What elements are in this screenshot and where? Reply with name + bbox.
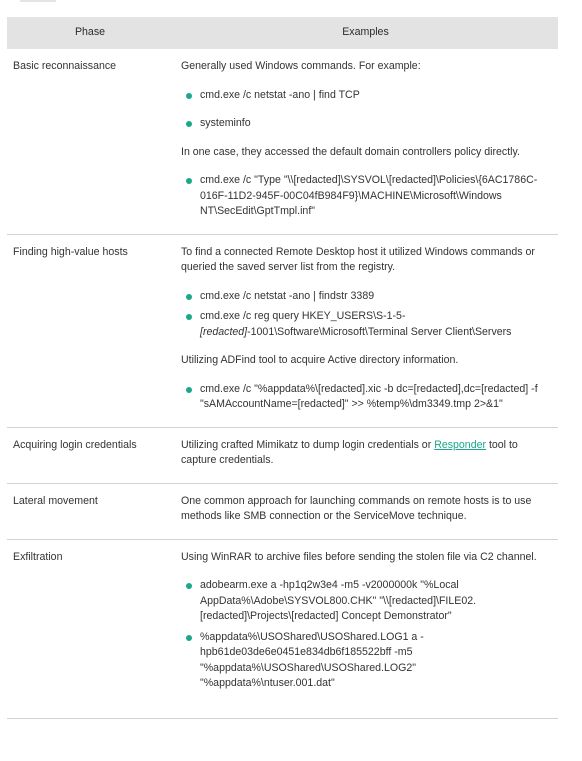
command-text: -1001\Software\Microsoft\Terminal Server Client\Servers <box>247 325 512 338</box>
creds-text-a: Utilizing crafted Mimikatz to dump login credentials or <box>181 438 435 451</box>
hosts-intro: To find a connected Remote Desktop host it utilized Windows commands or queried the saved server list from the registry. <box>181 245 535 273</box>
hosts-command-list <box>181 289 548 341</box>
command-text: cmd.exe /c netstat -ano | findstr 3389 <box>200 289 375 302</box>
bullet-icon <box>186 178 192 184</box>
examples-column-header: Examples <box>173 17 558 49</box>
phase-cell: Exfiltration <box>7 539 173 718</box>
bullet-icon <box>186 635 192 641</box>
list-item <box>181 289 548 305</box>
lateral-text: One common approach for launching commands on remote hosts is to use methods like SMB connection or the ServiceMove technique. <box>181 494 532 522</box>
table-header-row <box>7 17 558 49</box>
creds-text <box>181 438 548 469</box>
bullet-icon <box>186 294 192 300</box>
recon-command-list <box>181 88 548 132</box>
examples-cell <box>173 427 558 483</box>
command-text: cmd.exe /c reg query HKEY_USERS\S-1-5- <box>200 310 406 322</box>
bullet-icon <box>186 121 192 127</box>
list-item <box>181 630 548 692</box>
list-item <box>181 116 548 132</box>
bullet-icon <box>186 387 192 393</box>
bullet-icon <box>186 583 192 589</box>
redacted-text: [redacted] <box>200 325 248 338</box>
examples-cell <box>173 49 558 234</box>
list-item <box>181 382 548 413</box>
command-text: cmd.exe /c "%appdata%\[redacted].xic -b dc=[redacted],dc=[redacted] -f "sAMAccountName=[redacted]" >> %temp%\dm3349.tmp 2>&1" <box>200 382 538 410</box>
table-row-recon <box>7 49 558 234</box>
command-text: cmd.exe /c netstat -ano | find TCP <box>200 88 360 101</box>
table-row-creds <box>7 427 558 483</box>
command-text: %appdata%\USOShared\USOShared.LOG1 a -hpb61de03de6e0451e834db6f185522bff -m5 "%appdata%\USOShared\USOShared.LOG2" "%appdata%\ntuser.001.dat" <box>200 630 424 689</box>
table-row-exfil <box>7 539 558 718</box>
hosts-adfind-list <box>181 382 548 413</box>
command-text: adobearm.exe a -hp1q2w3e4 -m5 -v2000000k "%Local AppData%\Adobe\SYSVOL800.CHK" "\\[redacted]\FILE02.[redacted]\Projects\[redacted] Concept Demonstrator" <box>200 579 477 622</box>
phase-cell: Lateral movement <box>7 483 173 539</box>
recon-policy-list <box>181 173 548 220</box>
exfil-intro: Using WinRAR to archive files before sending the stolen file via C2 channel. <box>181 550 537 563</box>
phase-column-header: Phase <box>7 17 173 49</box>
exfil-command-list <box>181 578 548 692</box>
table-row-lateral <box>7 483 558 539</box>
examples-cell <box>173 539 558 718</box>
list-item <box>181 88 548 104</box>
bullet-icon <box>186 93 192 99</box>
phase-cell: Basic reconnaissance <box>7 49 173 234</box>
examples-cell <box>173 234 558 427</box>
creds-text-b: tool to capture credentials. <box>181 438 518 466</box>
command-text: cmd.exe /c "Type "\\[redacted]\SYSVOL\[redacted]\Policies\{6AC1786C-016F-11D2-945F-00C04fB984F9}\MACHINE\Microsoft\Windows NT\SecEdit\GptTmpl.inf" <box>200 174 538 217</box>
phase-cell: Acquiring login credentials <box>7 427 173 483</box>
top-divider <box>20 0 56 2</box>
phase-cell: Finding high-value hosts <box>7 234 173 427</box>
recon-intro: Generally used Windows commands. For example: <box>181 60 421 72</box>
list-item <box>181 578 548 625</box>
list-item <box>181 173 548 220</box>
command-text: systeminfo <box>200 117 251 129</box>
responder-link[interactable]: Responder <box>434 438 487 451</box>
list-item <box>181 309 548 340</box>
bullet-icon <box>186 314 192 320</box>
table-row-hosts <box>7 234 558 427</box>
recon-note: In one case, they accessed the default domain controllers policy directly. <box>181 145 520 158</box>
examples-cell <box>173 483 558 539</box>
hosts-note: Utilizing ADFind tool to acquire Active directory information. <box>181 354 459 366</box>
phases-table <box>7 17 558 719</box>
